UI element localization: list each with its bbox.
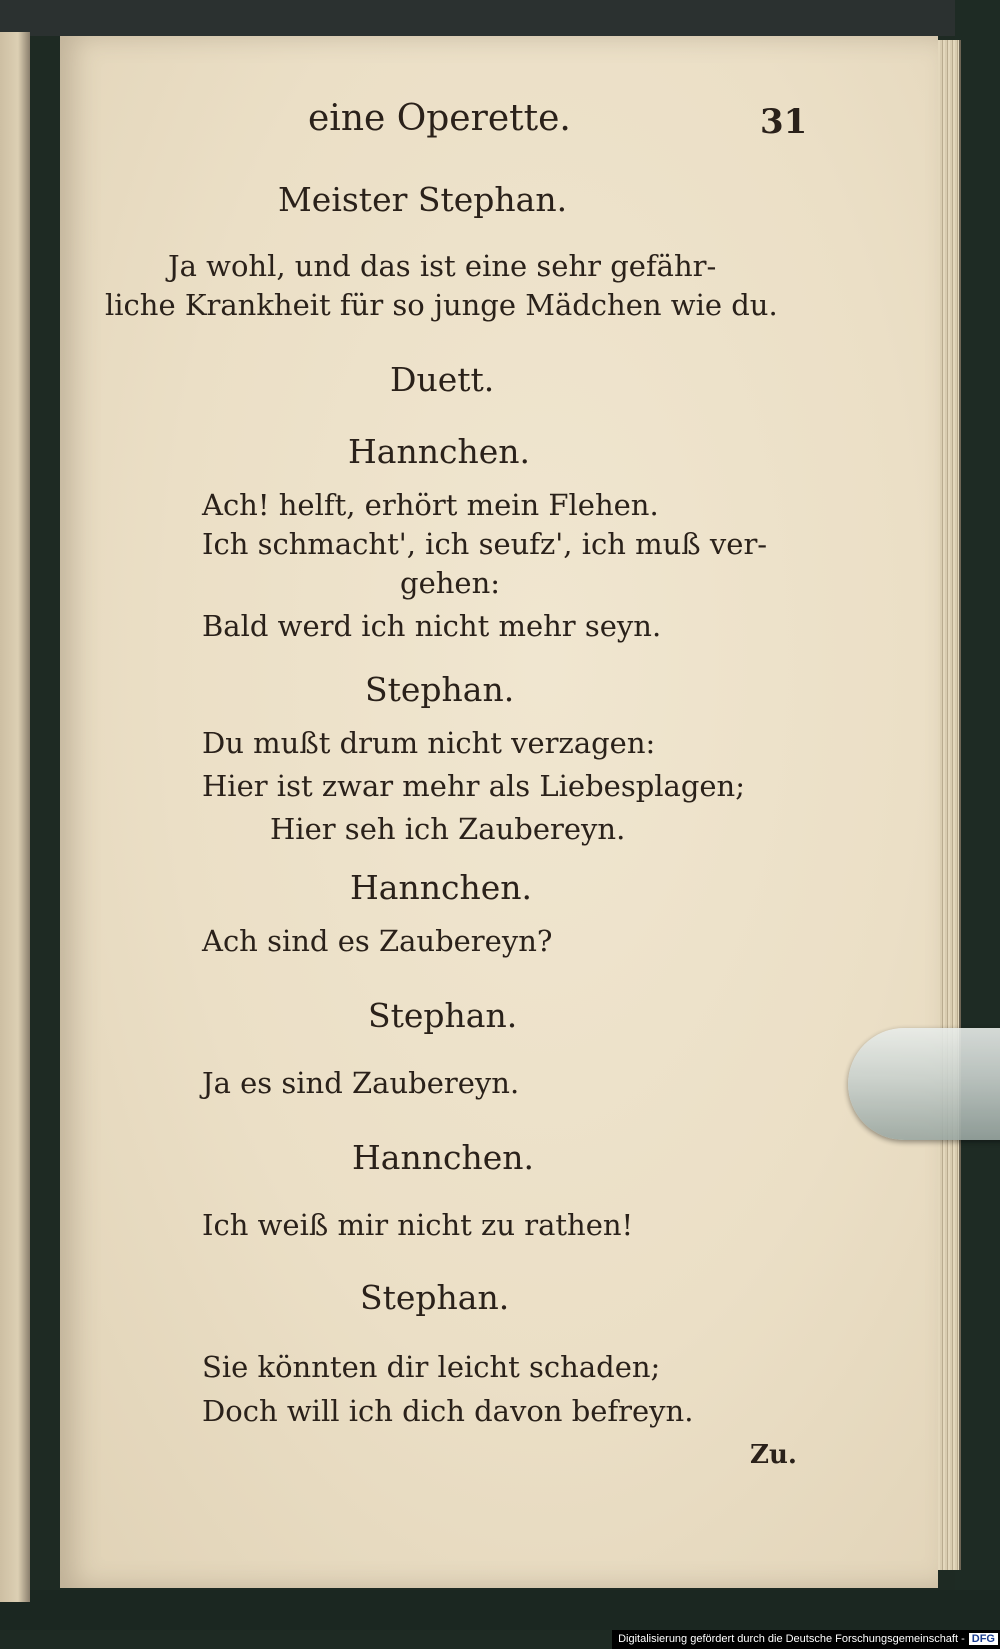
scan-background-top	[0, 0, 1000, 36]
verse-line: Doch will ich dich davon befreyn.	[202, 1394, 694, 1428]
verse-line: Bald werd ich nicht mehr seyn.	[202, 609, 662, 643]
section-heading: Duett.	[390, 360, 495, 399]
speaker-heading: Hannchen.	[350, 868, 532, 907]
verse-line: gehen:	[400, 566, 501, 600]
credit-text: Digitalisierung gefördert durch die Deutsche Forschungsgemeinschaft -	[618, 1633, 965, 1645]
plastic-page-clip	[848, 1028, 1000, 1140]
previous-page-edge	[0, 32, 30, 1602]
text-line: Ja wohl, und das ist eine sehr gefähr-	[168, 249, 717, 283]
verse-line: Du mußt drum nicht verzagen:	[202, 726, 656, 760]
running-header: eine Operette.	[308, 98, 571, 139]
verse-line: Ich weiß mir nicht zu rathen!	[202, 1208, 634, 1242]
catchword: Zu.	[750, 1440, 797, 1470]
scan-background-right	[955, 0, 1000, 1649]
scan-background-bottom	[0, 1590, 1000, 1630]
verse-line: Hier seh ich Zaubereyn.	[270, 812, 626, 846]
speaker-heading: Stephan.	[365, 670, 515, 709]
text-line: liche Krankheit für so junge Mädchen wie du.	[105, 288, 778, 322]
verse-line: Hier ist zwar mehr als Liebesplagen;	[202, 769, 745, 803]
speaker-heading: Meister Stephan.	[278, 180, 568, 219]
digitization-credit	[612, 1630, 1000, 1649]
verse-line: Sie könnten dir leicht schaden;	[202, 1350, 661, 1384]
dfg-logo: DFG	[969, 1633, 998, 1645]
speaker-heading: Hannchen.	[352, 1138, 534, 1177]
speaker-heading: Hannchen.	[348, 432, 530, 471]
verse-line: Ja es sind Zaubereyn.	[202, 1066, 520, 1100]
verse-line: Ich schmacht', ich seufz', ich muß ver-	[202, 527, 768, 561]
verse-line: Ach sind es Zaubereyn?	[202, 924, 553, 958]
book-page	[60, 36, 938, 1588]
speaker-heading: Stephan.	[360, 1278, 510, 1317]
verse-line: Ach! helft, erhört mein Flehen.	[202, 488, 659, 522]
page-number: 31	[760, 102, 808, 142]
speaker-heading: Stephan.	[368, 996, 518, 1035]
